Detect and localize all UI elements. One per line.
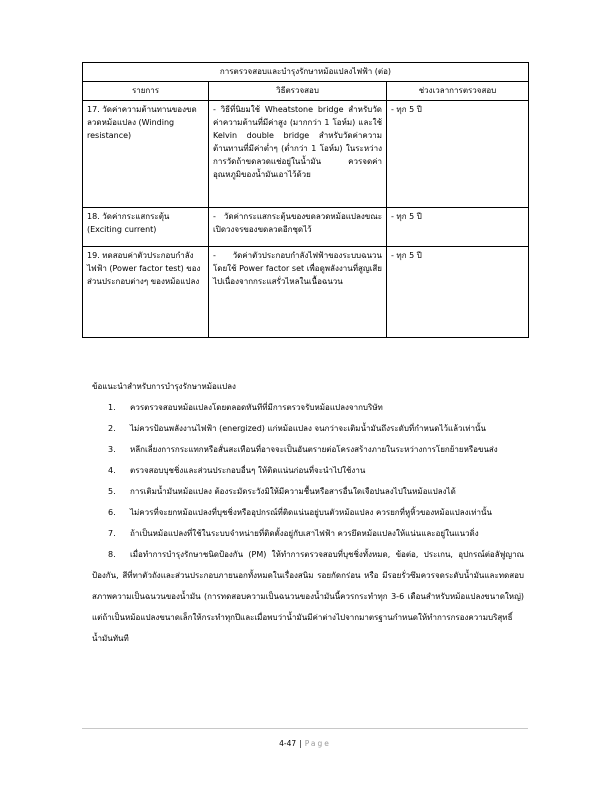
table-row — [83, 247, 529, 338]
column-header-method: วิธีตรวจสอบ — [209, 82, 387, 101]
column-header-interval: ช่วงเวลาการตรวจสอบ — [387, 82, 529, 101]
column-header-item: รายการ — [83, 82, 209, 101]
table-title: การตรวจสอบและบำรุงรักษาหม้อแปลงไฟฟ้า (ต่อ) — [83, 63, 529, 82]
row-method: - วิธีที่นิยมใช้ Wheatstone bridge สำหรับวัดค่าความต้านที่มีค่าสูง (มากกว่า 1 โอห์ม) และใช้ Kelvin double bridge สำหรับวัดค่าความต้านทานที่มีค่าต่ำๆ (ต่ำกว่า 1 โอห์ม) ในระหว่างการวัดถ้าขดลวดแช่อยู่ในน้ำมัน ควรจดค่าอุณหภูมิของน้ำมันเอาไว้ด้วย — [209, 101, 387, 208]
row-interval: - ทุก 5 ปี — [387, 208, 529, 247]
list-item-text: ไม่ควรป้อนพลังงานไฟฟ้า (energized) แก่หม้อแปลง จนกว่าจะเติมน้ำมันถึงระดับที่กำหนดไว้แล้วเท่านั้น — [130, 424, 486, 433]
page-label: Page — [304, 739, 331, 748]
list-item-text: การเติมน้ำมันหม้อแปลง ต้องระมัดระวังมิให้มีความชื้นหรือสารอื่นใดเจือปนลงไปในหม้อแปลงได้ — [130, 487, 456, 496]
list-item-text: หลีกเลี่ยงการกระแทกหรือสั่นสะเทือนที่อาจจะเป็นอันตรายต่อโครงสร้างภายในระหว่างการโยกย้ายหรือขนส่ง — [130, 445, 498, 454]
row-interval: - ทุก 5 ปี — [387, 101, 529, 208]
list-item-number: 6. — [108, 508, 116, 517]
list-item — [92, 397, 524, 418]
row-item: 18. วัดค่ากระแสกระตุ้น (Exciting current) — [83, 208, 209, 247]
list-item — [92, 502, 524, 523]
maintenance-advice-section — [92, 376, 524, 649]
list-item-text: ตรวจสอบบุชชิ่งและส่วนประกอบอื่นๆ ให้ติดแน่นก่อนที่จะนำไปใช้งาน — [130, 466, 366, 475]
footer-separator: | — [299, 739, 302, 748]
list-item — [92, 544, 524, 649]
list-item-number: 3. — [108, 445, 116, 454]
row-interval: - ทุก 5 ปี — [387, 247, 529, 338]
list-item-number: 2. — [108, 424, 116, 433]
list-item-number: 8. — [108, 550, 116, 559]
row-method: - วัดค่ากระแสกระตุ้นของขดลวดหม้อแปลงขณะเปิดวงจรของขดลวดอีกชุดไว้ — [209, 208, 387, 247]
list-item — [92, 418, 524, 439]
table-row — [83, 101, 529, 208]
list-item — [92, 523, 524, 544]
row-item: 17. วัดค่าความต้านทานของขดลวดหม้อแปลง (Winding resistance) — [83, 101, 209, 208]
maintenance-table — [82, 62, 529, 338]
advice-title: ข้อแนะนำสำหรับการบำรุงรักษาหม้อแปลง — [92, 382, 236, 391]
list-item — [92, 460, 524, 481]
list-item-text: ไม่ควรที่จะยกหม้อแปลงที่บุชชิ่งหรืออุปกรณ์ที่ติดแน่นอยู่บนตัวหม้อแปลง ควรยกที่หูหิ้วของหม้อแปลงเท่านั้น — [130, 508, 492, 517]
list-item-text: เมื่อทำการบำรุงรักษาชนิดป้องกัน (PM) ให้ทำการตรวจสอบที่บุชชิ่งทั้งหมด, ข้อต่อ, ประเกน, อุปกรณ์ต่อลัฟูญาณป้องกัน, สีที่ทาตัวถังและส่วนประกอบภายนอกทั้งหมดในเรื่องสนิม รอยกัดกร่อน หรือ มีรอยรั่วซึมควรจดระดับน้ำมันและทดสอบสภาพความเป็นฉนวนของน้ำมัน (การทดสอบความเป็นฉนวนของน้ำมันนี้ควรกระทำทุก 3-6 เดือนสำหรับหม้อแปลงขนาดใหญ่) แต่ถ้าเป็นหม้อแปลงขนาดเล็กให้กระทำทุกปีและเมื่อพบว่าน้ำมันมีค่าต่างไปจากมาตรฐานกำหนดให้ทำการกรองความบริสุทธิ์น้ำมันทันที — [92, 550, 524, 643]
list-item-number: 7. — [108, 529, 116, 538]
list-item-text: ถ้าเป็นหม้อแปลงที่ใช้ในระบบจำหน่ายที่ติดตั้งอยู่กับเสาไฟฟ้า ควรยึดหม้อแปลงให้แน่นและอยู่ในแนวดิ่ง — [130, 529, 479, 538]
list-item — [92, 481, 524, 502]
list-item-number: 1. — [108, 403, 116, 412]
list-item-number: 4. — [108, 466, 116, 475]
row-item: 19. ทดสอบค่าตัวประกอบกำลังไฟฟ้า (Power factor test) ของส่วนประกอบต่างๆ ของหม้อแปลง — [83, 247, 209, 338]
list-item — [92, 439, 524, 460]
page-footer — [82, 728, 528, 748]
list-item-text: ควรตรวจสอบหม้อแปลงโดยตลอดทันทีที่มีการตรวจรับหม้อแปลงจากบริษัท — [130, 403, 383, 412]
table-row — [83, 208, 529, 247]
advice-list — [92, 397, 524, 649]
row-method: - วัดค่าตัวประกอบกำลังไฟฟ้าของระบบฉนวนโดยใช้ Power factor set เพื่อดูพลังงานที่สูญเสียไปเนื่องจากกระแสรั่วไหลในเนื้อฉนวน — [209, 247, 387, 338]
list-item-number: 5. — [108, 487, 116, 496]
page-number: 4-47 — [279, 739, 297, 748]
